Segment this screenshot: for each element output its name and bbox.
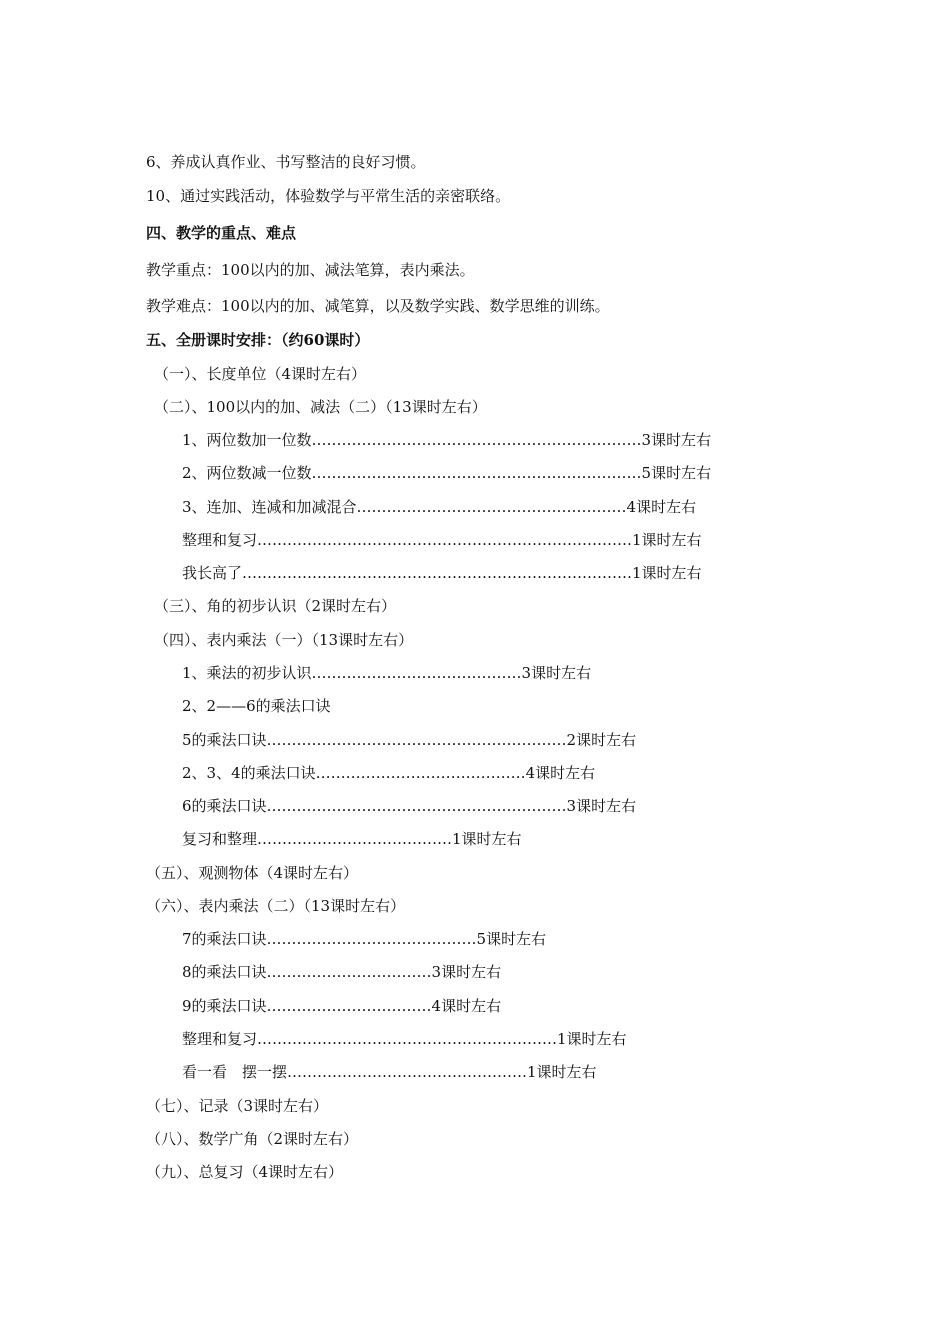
unit-4-item-2: 2、2——6的乘法口诀 (182, 697, 331, 715)
unit-1: （一）、长度单位（4课时左右） (154, 365, 367, 383)
unit-7: （七）、记录（3课时左右） (146, 1097, 329, 1115)
unit-2-item-2: 2、两位数减一位数…………………………………………………………5课时左右 (182, 464, 712, 482)
unit-4-item-1: 1、乘法的初步认识……………………………………3课时左右 (182, 664, 592, 682)
unit-3: （三）、角的初步认识（2课时左右） (154, 597, 397, 615)
unit-9: （九）、总复习（4课时左右） (146, 1163, 344, 1181)
section-heading-key-points: 四、教学的重点、难点 (146, 224, 297, 242)
section-heading-schedule: 五、全册课时安排：（约60课时） (146, 331, 370, 349)
unit-2-item-grown: 我长高了……………………………………………………………………1课时左右 (182, 564, 702, 582)
unit-2-item-review: 整理和复习…………………………………………………………………1课时左右 (182, 531, 702, 549)
unit-4-item-6: 6的乘法口诀……………………………………………………3课时左右 (182, 797, 637, 815)
unit-6-item-9: 9的乘法口诀……………………………4课时左右 (182, 997, 502, 1015)
unit-8: （八）、数学广角（2课时左右） (146, 1130, 359, 1148)
key-point-text: 教学重点：100以内的加、减法笔算，表内乘法。 (146, 261, 475, 279)
unit-4-item-234: 2、3、4的乘法口诀……………………………………4课时左右 (182, 764, 596, 782)
goal-10: 10、通过实践活动，体验数学与平常生活的亲密联络。 (146, 187, 511, 205)
unit-2-item-1: 1、两位数加一位数…………………………………………………………3课时左右 (182, 431, 712, 449)
unit-2-item-3: 3、连加、连减和加减混合………………………………………………4课时左右 (182, 498, 697, 516)
unit-6-item-review: 整理和复习……………………………………………………1课时左右 (182, 1030, 627, 1048)
unit-4-item-review: 复习和整理…………………………………1课时左右 (182, 830, 522, 848)
unit-4-item-5: 5的乘法口诀……………………………………………………2课时左右 (182, 731, 637, 749)
unit-2: （二）、100以内的加、减法（二）（13课时左右） (154, 398, 487, 416)
unit-6-item-8: 8的乘法口诀……………………………3课时左右 (182, 963, 502, 981)
goal-6: 6、养成认真作业、书写整洁的良好习惯。 (146, 153, 426, 171)
unit-6-item-7: 7的乘法口诀……………………………………5课时左右 (182, 930, 547, 948)
unit-6: （六）、表内乘法（二）（13课时左右） (146, 897, 406, 915)
unit-6-item-look: 看一看 摆一摆…………………………………………1课时左右 (182, 1063, 597, 1081)
unit-4: （四）、表内乘法（一）（13课时左右） (154, 631, 414, 649)
difficulty-text: 教学难点：100以内的加、减笔算，以及数学实践、数学思维的训练。 (146, 297, 610, 315)
unit-5: （五）、观测物体（4课时左右） (146, 864, 359, 882)
